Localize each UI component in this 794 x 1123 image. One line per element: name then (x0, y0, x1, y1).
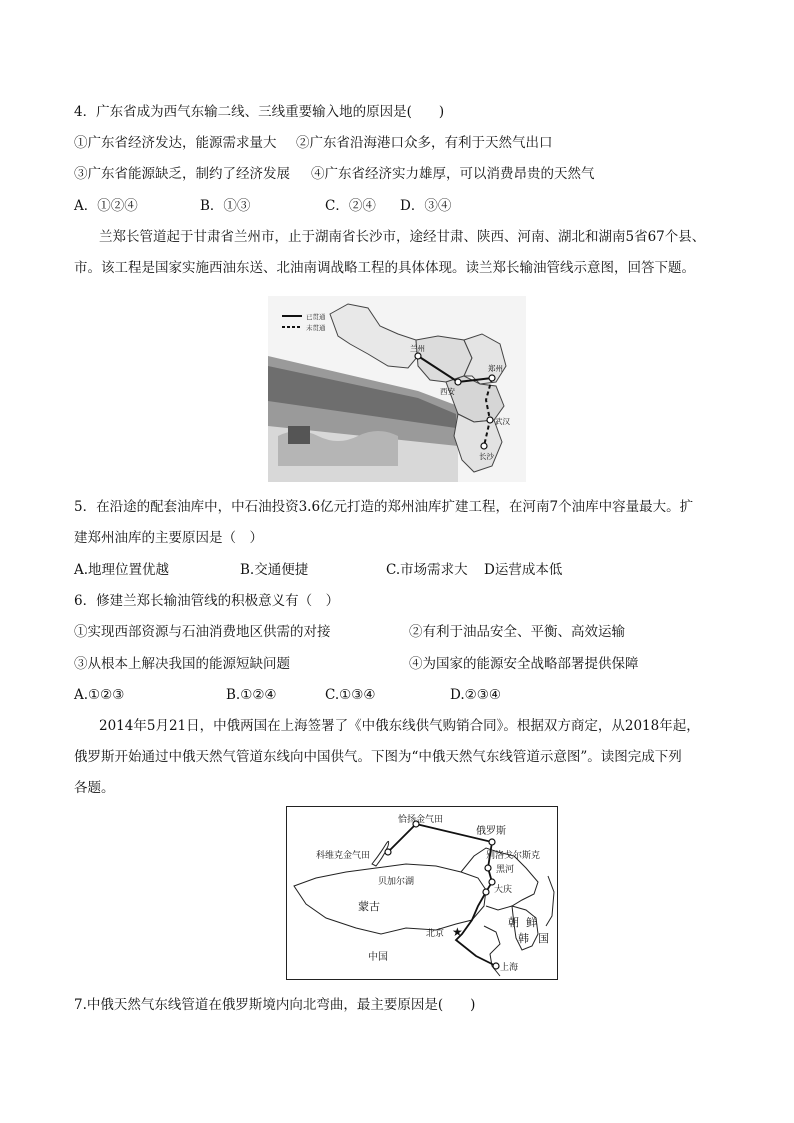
city-changsha: 长沙 (479, 452, 494, 461)
beijing-star-icon: ★ (452, 925, 463, 939)
q6-choice-d: D.②③④ (450, 687, 501, 703)
q4-option-1: ①广东省经济发达，能源需求量大 (74, 135, 277, 151)
passage1-line1: 兰郑长管道起于甘肃省兰州市，止于湖南省长沙市，途经甘肃、陕西、河南、湖北和湖南5省67个县、 (99, 229, 706, 245)
label-daqing: 大庆 (494, 885, 513, 895)
city-wuhan: 武汉 (495, 417, 510, 426)
q4-choice-b: B．①③ (200, 198, 251, 214)
q6-option-1: ①实现西部资源与石油消费地区供需的对接 (74, 624, 331, 640)
q4-option-4: ④广东省经济实力雄厚，可以消费昂贵的天然气 (311, 166, 595, 182)
label-china: 中国 (368, 952, 388, 963)
label-kovykta: 科维克金气田 (316, 851, 371, 861)
city-xian: 西安 (440, 387, 455, 396)
q5-choice-c: C.市场需求大 (386, 562, 468, 578)
q5-choice-a: A.地理位置优越 (74, 562, 170, 578)
passage2-line2: 俄罗斯开始通过中俄天然气管道东线向中国供气。下图为“中俄天然气东线管道示意图”。读图完成下列 (74, 749, 682, 765)
label-chayanda: 恰扬金气田 (398, 815, 444, 825)
label-mongolia: 蒙古 (358, 900, 380, 913)
label-russia: 俄罗斯 (476, 826, 506, 837)
label-korea-han: 韩 (518, 932, 529, 945)
q4-option-3: ③广东省能源缺乏，制约了经济发展 (74, 166, 290, 182)
q6-choice-a: A.①②③ (74, 687, 125, 703)
china-russia-gas-pipeline-map (286, 806, 558, 980)
q4-stem: 4．广东省成为西气东输二线、三线重要输入地的原因是( ) (74, 104, 445, 120)
q4-choice-a: A．①②④ (74, 198, 138, 214)
label-korea-xian: 鲜 (526, 916, 537, 929)
lanzhengchang-pipeline-map (268, 296, 526, 482)
q5-stem-line2: 建郑州油库的主要原因是（ ） (74, 530, 263, 546)
passage2-line3: 各题。 (74, 780, 115, 796)
label-shanghai: 上海 (500, 963, 519, 973)
q6-option-2: ②有利于油品安全、平衡、高效运输 (409, 624, 625, 640)
label-korea-chao: 朝 (508, 916, 519, 929)
q4-option-2: ②广东省沿海港口众多，有利于天然气出口 (296, 135, 553, 151)
label-belogorsk: 别洛戈尔斯克 (486, 851, 541, 861)
label-korea-guo: 国 (538, 932, 549, 945)
city-zhengzhou: 郑州 (488, 364, 503, 373)
label-beijing: 北京 (426, 929, 445, 939)
q4-choice-d: D．③④ (400, 198, 452, 214)
label-heihe: 黑河 (496, 865, 515, 875)
q7-stem: 7.中俄天然气东线管道在俄罗斯境内向北弯曲，最主要原因是( ) (74, 997, 476, 1013)
q5-stem-line1: 5．在沿途的配套油库中，中石油投资3.6亿元打造的郑州油库扩建工程，在河南7个油库中容量最大。扩 (74, 499, 694, 515)
legend-built-label: 已贯通 (306, 313, 326, 321)
q5-choice-d: D运营成本低 (484, 562, 563, 578)
q6-option-4: ④为国家的能源安全战略部署提供保障 (409, 656, 639, 672)
label-baikal: 贝加尔湖 (378, 877, 415, 887)
q5-choice-b: B.交通便捷 (240, 562, 309, 578)
q4-choice-c: C．②④ (325, 198, 376, 214)
passage2-line1: 2014年5月21日，中俄两国在上海签署了《中俄东线供气购销合同》。根据双方商定，从2018年起， (99, 718, 700, 734)
q6-choice-b: B.①②④ (226, 687, 277, 703)
q6-stem: 6．修建兰郑长输油管线的积极意义有（ ） (74, 593, 340, 609)
q6-option-3: ③从根本上解决我国的能源短缺问题 (74, 656, 290, 672)
q6-choice-c: C.①③④ (325, 687, 376, 703)
legend-unbuilt-label: 未贯通 (306, 324, 326, 332)
city-lanzhou: 兰州 (410, 344, 425, 353)
passage1-line2: 市。该工程是国家实施西油东送、北油南调战略工程的具体体现。读兰郑长输油管线示意图，回答下题。 (74, 260, 695, 276)
